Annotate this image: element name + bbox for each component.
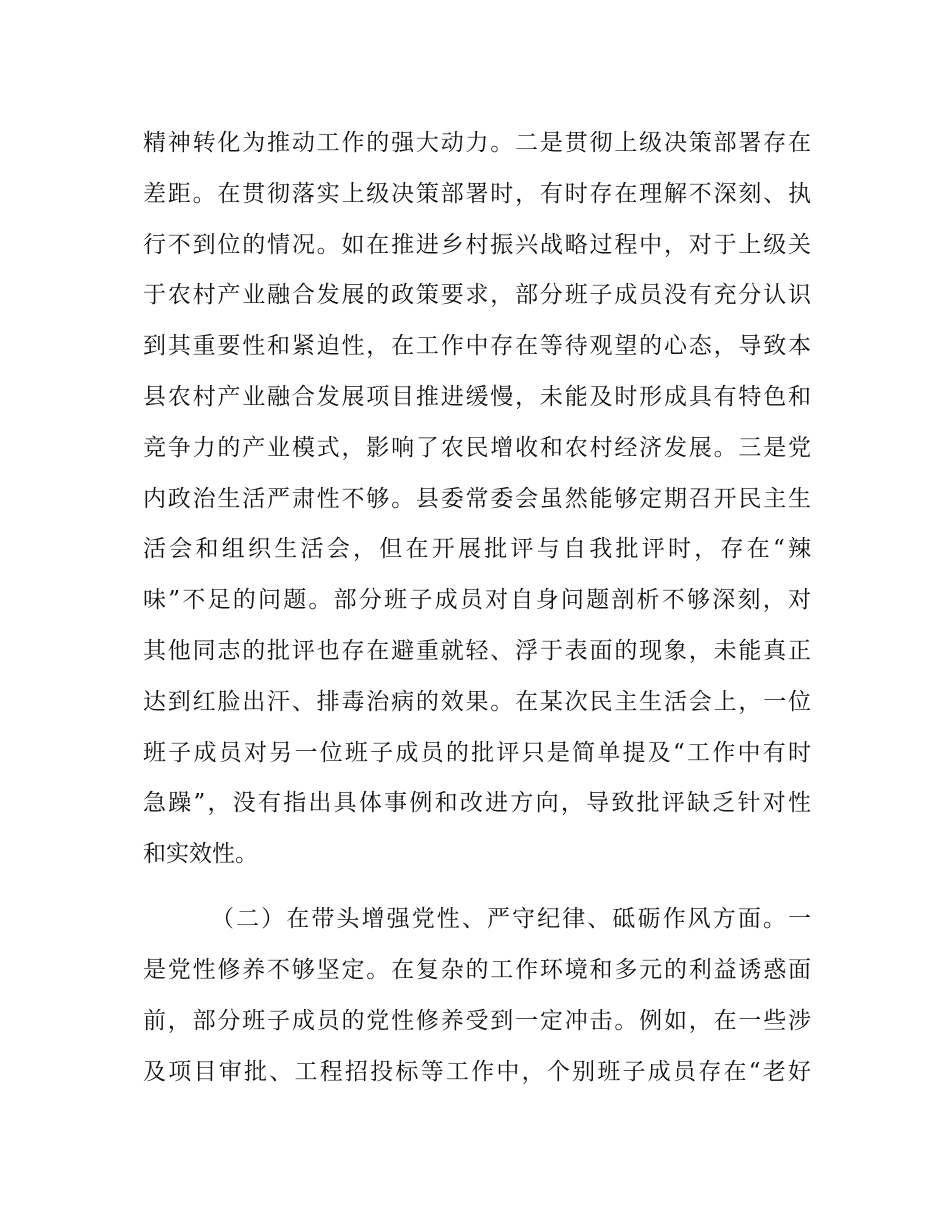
text-line: 县农村产业融合发展项目推进缓慢，未能及时形成具有特色和 [143, 384, 811, 410]
text-line: 及项目审批、工程招投标等工作中，个别班子成员存在“老好 [143, 1059, 811, 1085]
text-line: 竞争力的产业模式，影响了农民增收和农村经济发展。三是党 [143, 435, 811, 461]
text-line: 到其重要性和紧迫性，在工作中存在等待观望的心态，导致本 [143, 333, 811, 359]
text-line: 内政治生活严肃性不够。县委常委会虽然能够定期召开民主生 [143, 486, 811, 512]
text-line: 班子成员对另一位班子成员的批评只是简单提及“工作中有时 [143, 740, 811, 766]
text-line: 前，部分班子成员的党性修养受到一定冲击。例如，在一些涉 [143, 1008, 811, 1034]
text-line: 精神转化为推动工作的强大动力。二是贯彻上级决策部署存在 [143, 130, 811, 156]
text-line: 是党性修养不够坚定。在复杂的工作环境和多元的利益诱惑面 [143, 957, 811, 983]
text-line: 差距。在贯彻落实上级决策部署时，有时存在理解不深刻、执 [143, 181, 811, 207]
text-line: 味”不足的问题。部分班子成员对自身问题剖析不够深刻，对 [143, 587, 811, 613]
text-line: 急躁”，没有指出具体事例和改进方向，导致批评缺乏针对性 [143, 790, 811, 816]
text-line: 行不到位的情况。如在推进乡村振兴战略过程中，对于上级关 [143, 232, 811, 258]
text-line: 活会和组织生活会，但在开展批评与自我批评时，存在“辣 [143, 536, 811, 562]
text-line: 达到红脸出汗、排毒治病的效果。在某次民主生活会上，一位 [143, 689, 811, 715]
text-line: （二）在带头增强党性、严守纪律、砥砺作风方面。一 [211, 906, 811, 932]
text-line: 和实效性。 [143, 841, 258, 867]
text-line: 其他同志的批评也存在避重就轻、浮于表面的现象，未能真正 [143, 638, 811, 664]
text-line: 于农村产业融合发展的政策要求，部分班子成员没有充分认识 [143, 282, 811, 308]
